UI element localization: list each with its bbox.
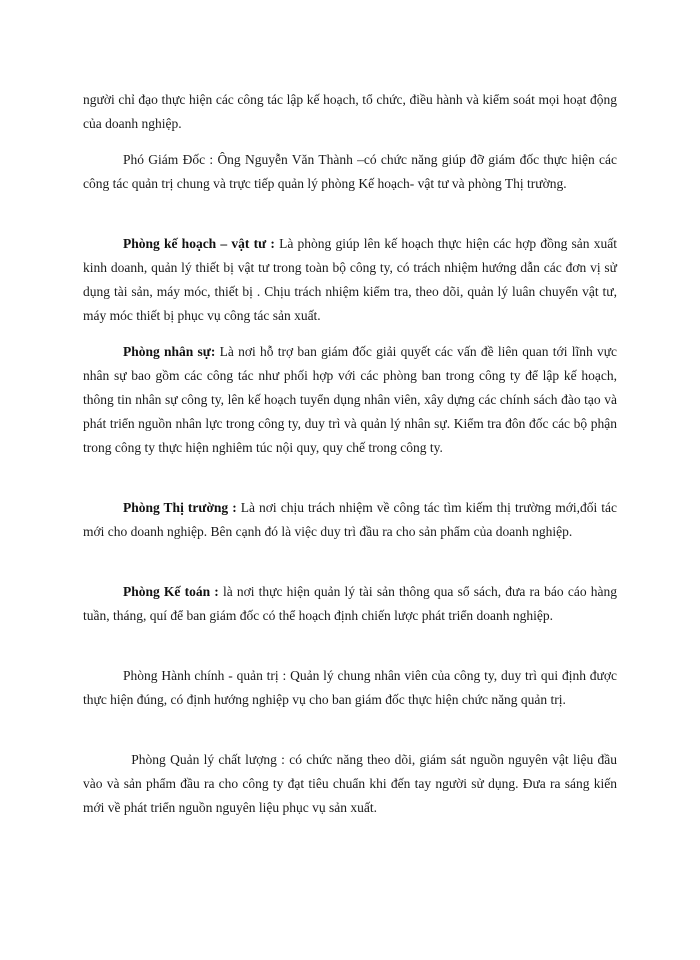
paragraph-text: Phòng Quản lý chất lượng : có chức năng theo dõi, giám sát nguồn nguyên vật liệu đầu vào và sản phẩm đầu ra cho công ty đạt tiêu chuẩn khi đến tay người sử dụng. Đưa ra sáng kiến mới về phát triển nguồn nguyên liệu phục vụ sản xuất. <box>83 752 617 815</box>
paragraph-text: Là phòng giúp lên kế hoạch thực hiện các hợp đồng sản xuất kinh doanh, quản lý thiết bị vật tư trong toàn bộ công ty, có trách nhiệm hướng dẫn các đơn vị sử dụng tài sản, máy móc, thiết bị . Chịu trách nhiệm kiểm tra, theo dõi, quản lý luân chuyển vật tư, máy móc thiết bị phục vụ công tác sản xuất. <box>83 236 618 323</box>
paragraph-text: Là nơi hỗ trợ ban giám đốc giải quyết các vấn đề liên quan tới lĩnh vực nhân sự bao gồm các công tác như phối hợp với các phòng ban trong công ty để lập kế hoạch, thông tin nhân sự công ty, lên kế hoạch tuyển dụng nhân viên, xây dựng các chính sách đào tạo và phát triển nguồn nhân lực trong công ty, duy trì và quản lý nhân sự. Kiểm tra đôn đốc các bộ phận trong công ty thực hiện nghiêm túc nội quy, quy chế trong công ty. <box>83 344 617 455</box>
paragraph-heading: Phòng Thị trường : <box>123 500 237 515</box>
paragraph-accounting-dept <box>83 580 617 628</box>
paragraph-director-continued <box>83 88 617 136</box>
paragraph-heading: Phòng kế hoạch – vật tư : <box>123 236 275 251</box>
paragraph-market-dept <box>83 496 617 544</box>
paragraph-heading: Phòng Kế toán : <box>123 584 219 599</box>
paragraph-text: Phó Giám Đốc : Ông Nguyễn Văn Thành –có chức năng giúp đỡ giám đốc thực hiện các công tác quản trị chung và trực tiếp quản lý phòng Kế hoạch- vật tư và phòng Thị trường. <box>83 152 617 191</box>
paragraph-text: Phòng Hành chính - quản trị : Quản lý chung nhân viên của công ty, duy trì qui định được thực hiện đúng, có định hướng nghiệp vụ cho ban giám đốc thực hiện chức năng quản trị. <box>83 668 617 707</box>
paragraph-quality-dept <box>83 748 617 820</box>
paragraph-admin-dept <box>83 664 617 712</box>
paragraph-planning-supplies-dept <box>83 232 617 328</box>
paragraph-text: là nơi thực hiện quản lý tài sản thông qua sổ sách, đưa ra báo cáo hàng tuần, tháng, quí để ban giám đốc có thể hoạch định chiến lược phát triển doanh nghiệp. <box>83 584 617 623</box>
paragraph-deputy-director <box>83 148 617 196</box>
paragraph-hr-dept <box>83 340 617 460</box>
paragraph-heading: Phòng nhân sự: <box>123 344 216 359</box>
paragraph-text: người chỉ đạo thực hiện các công tác lập kế hoạch, tổ chức, điều hành và kiểm soát mọi hoạt động của doanh nghiệp. <box>83 92 617 131</box>
paragraph-text: Là nơi chịu trách nhiệm về công tác tìm kiếm thị trường mới,đối tác mới cho doanh nghiệp. Bên cạnh đó là việc duy trì đầu ra cho sản phẩm của doanh nghiệp. <box>83 500 617 539</box>
